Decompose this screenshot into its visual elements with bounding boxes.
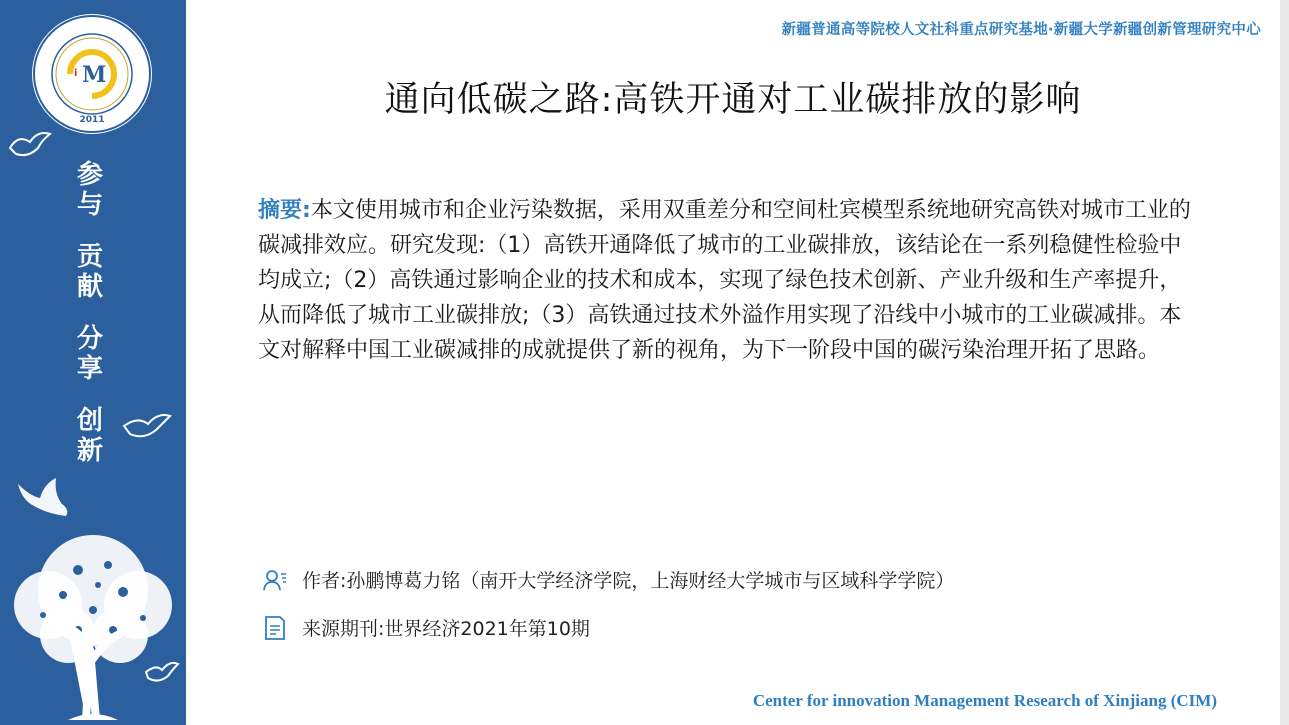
tree-illustration	[8, 530, 178, 720]
dove-icon	[14, 476, 72, 520]
person-icon	[262, 568, 288, 592]
calligraphy-char: 参	[76, 160, 103, 190]
logo-year: 2011	[79, 115, 105, 125]
source-text: 来源期刊:世界经济2021年第10期	[302, 618, 590, 640]
abstract-label: 摘要:	[258, 198, 311, 223]
dove-icon	[144, 660, 180, 686]
author-text: 作者:孙鹏博葛力铭（南开大学经济学院，上海财经大学城市与区域科学学院）	[302, 570, 955, 592]
calligraphy-char: 与	[76, 190, 103, 220]
cim-logo	[30, 12, 154, 136]
calligraphy-char: 献	[76, 272, 103, 302]
source-row	[262, 614, 590, 641]
dove-icon	[8, 128, 52, 162]
calligraphy-char: 创	[76, 406, 103, 436]
institution-header: 新疆普通高等院校人文社科重点研究基地·新疆大学新疆创新管理研究中心	[781, 22, 1261, 38]
calligraphy-char: 分	[76, 324, 103, 354]
sidebar-panel	[0, 0, 186, 725]
calligraphy-motto	[70, 160, 110, 466]
abstract-paragraph	[258, 193, 1193, 368]
document-icon	[262, 615, 288, 641]
dove-icon	[122, 412, 172, 442]
slide-title: 通向低碳之路:高铁开通对工业碳排放的影响	[384, 80, 1082, 120]
calligraphy-char: 享	[76, 354, 103, 384]
svg-text:M: M	[82, 62, 107, 88]
calligraphy-char: 贡	[76, 242, 103, 272]
footer-center-name: Center for innovation Management Research of Xinjiang (CIM)	[752, 691, 1217, 710]
svg-text:i: i	[74, 68, 78, 79]
calligraphy-char: 新	[76, 436, 103, 466]
right-edge-strip	[1280, 0, 1289, 725]
author-row	[262, 566, 954, 593]
abstract-text: 本文使用城市和企业污染数据，采用双重差分和空间杜宾模型系统地研究高铁对城市工业的碳减排效应。研究发现:（1）高铁开通降低了城市的工业碳排放，该结论在一系列稳健性检验中均成立;（2）高铁通过影响企业的技术和成本，实现了绿色技术创新、产业升级和生产率提升，从而降低了城市工业碳排放;（3）高铁通过技术外溢作用实现了沿线中小城市的工业碳减排。本文对解释中国工业碳减排的成就提供了新的视角，为下一阶段中国的碳污染治理开拓了思路。	[258, 198, 1191, 363]
